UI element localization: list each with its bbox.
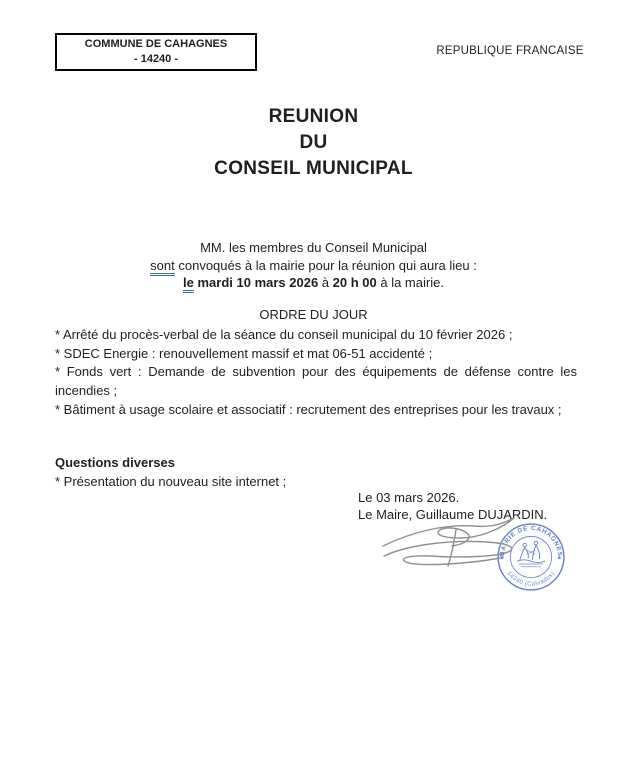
closing-date: Le 03 mars 2026. <box>358 490 460 505</box>
agenda-list <box>55 326 577 420</box>
handwritten-signature <box>382 516 532 586</box>
mayor-signature-line: Le Maire, Guillaume DUJARDIN. <box>358 507 548 523</box>
agenda-item: * Fonds vert : Demande de subvention pour des équipements de défense contre les incendies ; <box>55 364 577 399</box>
commune-name: COMMUNE DE CAHAGNES <box>84 38 228 50</box>
grammar-checked-word: sont <box>150 258 175 276</box>
agenda-item: * Bâtiment à usage scolaire et associatif : recrutement des entreprises pour les travaux ; <box>55 401 562 417</box>
meeting-date: mardi 10 mars 2026 <box>193 275 319 290</box>
republique-francaise-label: REPUBLIQUE FRANCAISE <box>436 45 584 57</box>
stamp-star-right: ★ <box>556 555 562 562</box>
title-line-3: CONSEIL MUNICIPAL <box>214 158 413 179</box>
document-title <box>0 104 627 182</box>
agenda-heading: ORDRE DU JOUR <box>259 307 368 322</box>
convocation-line-3: le mardi 10 mars 2026 à 20 h 00 à la mairie. <box>0 274 627 292</box>
questions-diverses-section <box>55 454 577 491</box>
commune-header-box <box>55 33 257 71</box>
stamp-star-left: ★ <box>499 555 505 562</box>
agenda-item: * Arrêté du procès-verbal de la séance du conseil municipal du 10 février 2026 ; <box>55 327 513 342</box>
questions-heading: Questions diverses <box>55 455 175 470</box>
grammar-checked-word: le <box>183 275 194 293</box>
convocation-paragraph <box>0 239 627 292</box>
stamp-top-text: MAIRIE DE CAHAGNES <box>498 524 564 558</box>
agenda-item: * SDEC Energie : renouvellement massif et mat 06-51 accidenté ; <box>55 345 433 361</box>
title-line-1: REUNION <box>268 106 359 127</box>
questions-item: * Présentation du nouveau site internet ; <box>55 473 287 489</box>
commune-postcode: - 14240 - <box>133 53 179 65</box>
convocation-line-2: sont convoqués à la mairie pour la réunion qui aura lieu : <box>0 257 627 275</box>
title-line-2: DU <box>299 132 328 153</box>
stamp-bottom-text: 14240 (Calvados) <box>505 570 557 588</box>
convocation-line-1: MM. les membres du Conseil Municipal <box>200 240 427 255</box>
meeting-time: 20 h 00 <box>332 275 377 290</box>
